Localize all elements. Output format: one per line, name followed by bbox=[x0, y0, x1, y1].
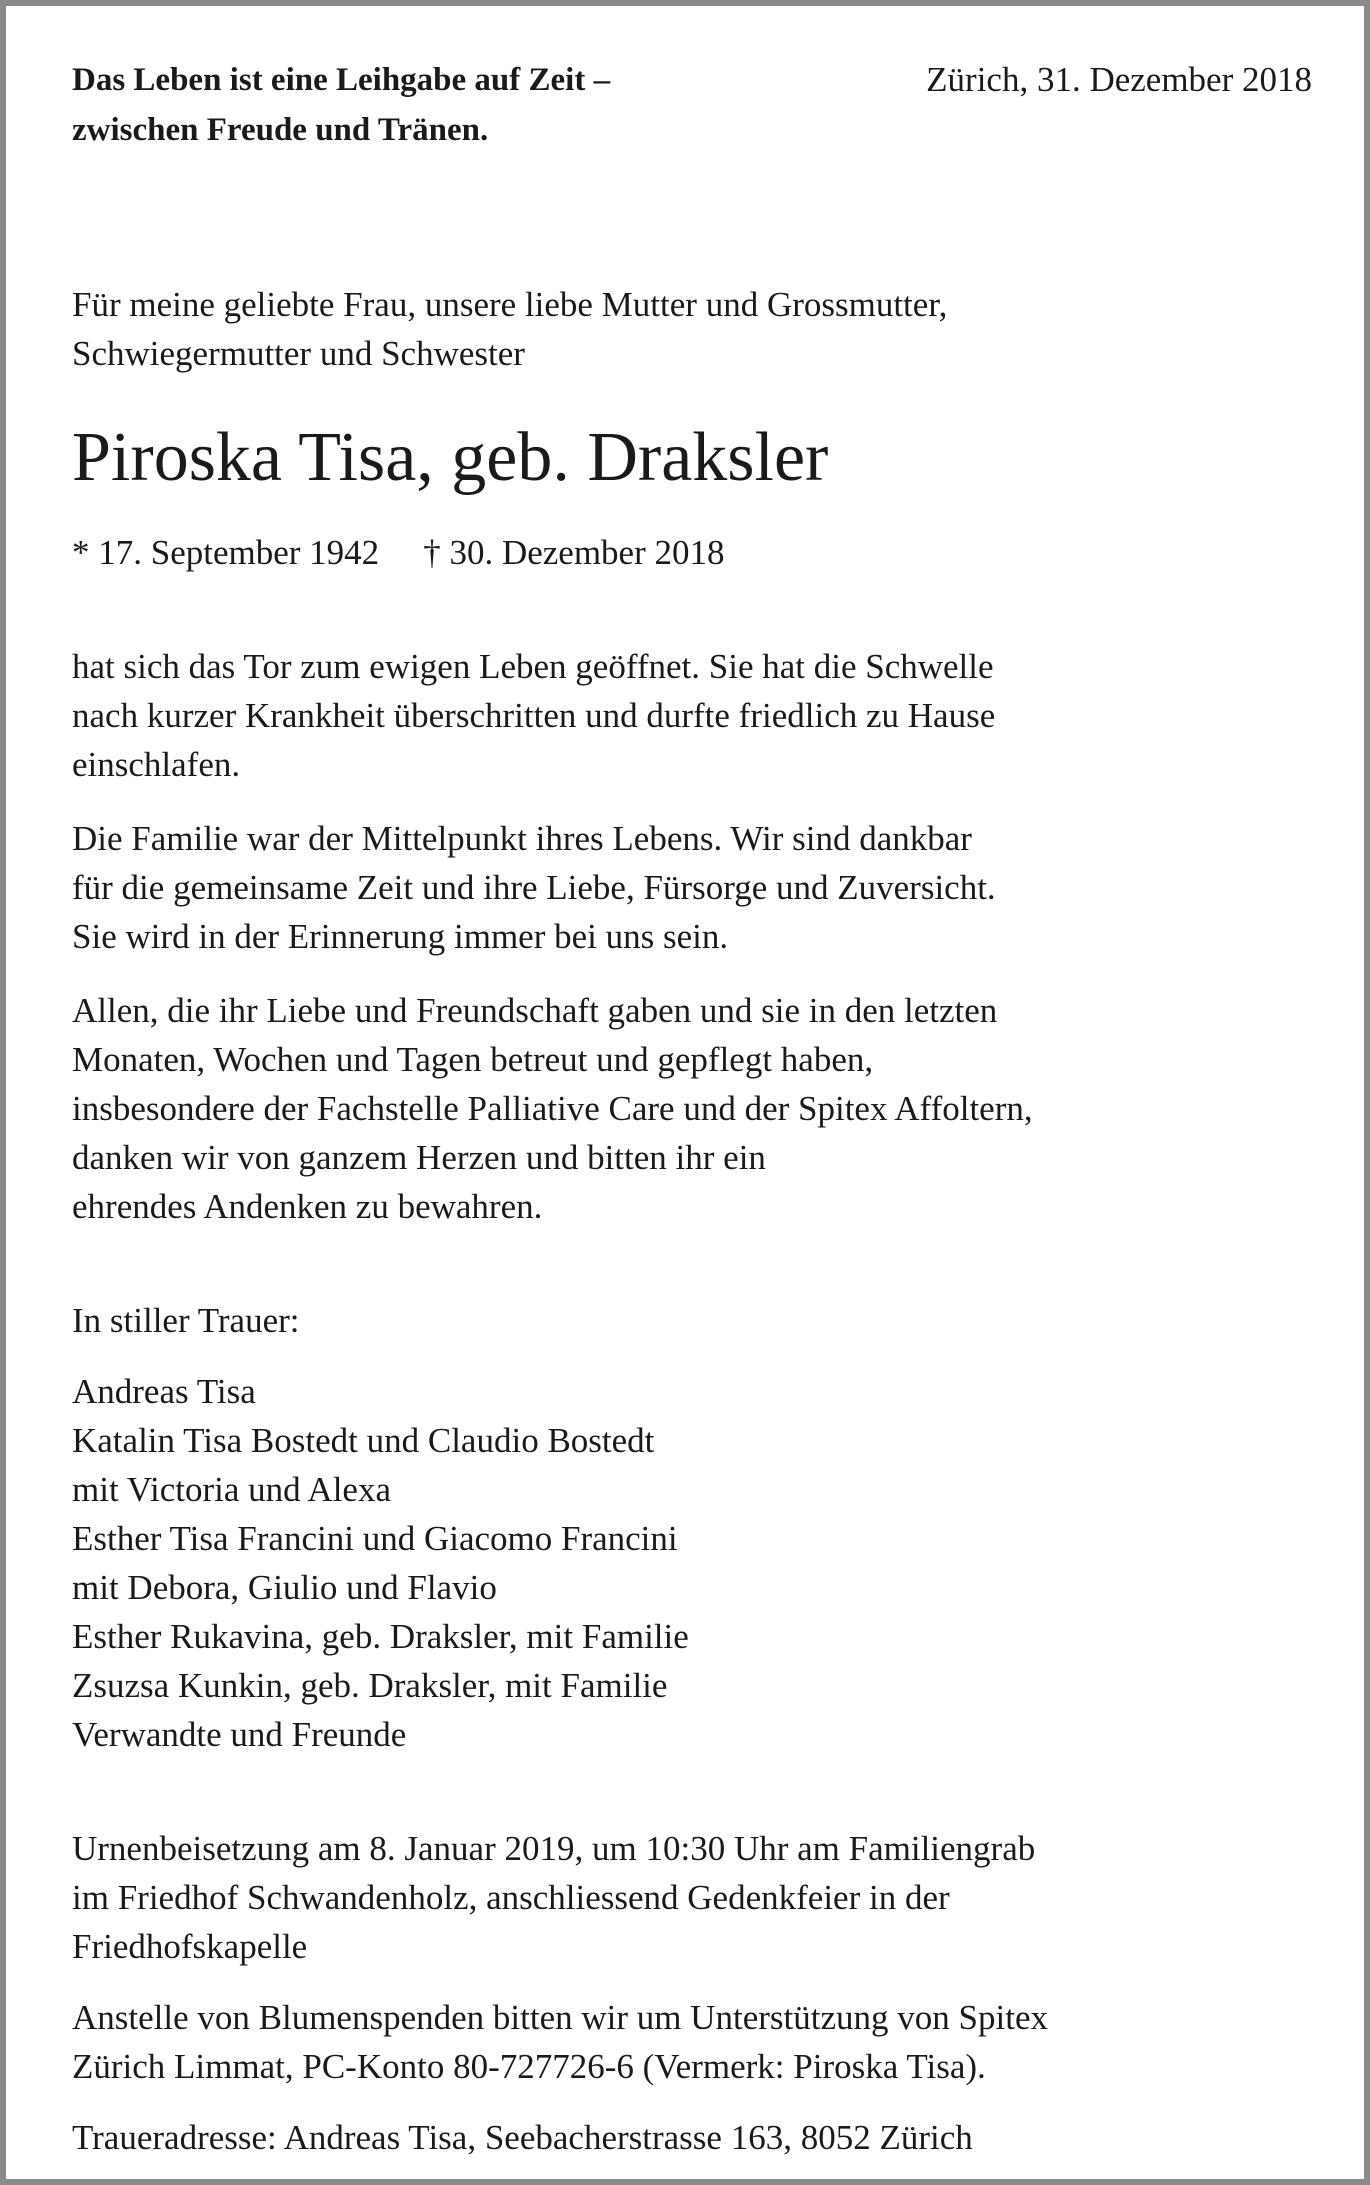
paragraph-line: Allen, die ihr Liebe und Freundschaft gaben und sie in den letzten bbox=[72, 991, 998, 1030]
paragraph-family bbox=[72, 814, 1312, 961]
notice-header bbox=[72, 55, 1312, 165]
dedication-line: Für meine geliebte Frau, unsere liebe Mutter und Grossmutter, bbox=[72, 285, 948, 324]
donation-line: Zürich Limmat, PC-Konto 80-727726-6 (Vermerk: Piroska Tisa). bbox=[72, 2047, 986, 2086]
mourning-address: Traueradresse: Andreas Tisa, Seebacherstrasse 163, 8052 Zürich bbox=[72, 2118, 973, 2157]
paragraph-line: insbesondere der Fachstelle Palliative Care und der Spitex Affoltern, bbox=[72, 1089, 1033, 1128]
death-date: † 30. Dezember 2018 bbox=[423, 533, 725, 572]
paragraph-line: ehrendes Andenken zu bewahren. bbox=[72, 1187, 543, 1226]
mourner-entry: mit Victoria und Alexa bbox=[72, 1470, 391, 1509]
mourner-entry: Esther Tisa Francini und Giacomo Francini bbox=[72, 1519, 678, 1558]
paragraph-line: einschlafen. bbox=[72, 745, 241, 784]
paragraph-line: Monaten, Wochen und Tagen betreut und gepflegt haben, bbox=[72, 1040, 874, 1079]
mourner-entry: Katalin Tisa Bostedt und Claudio Bostedt bbox=[72, 1421, 655, 1460]
paragraph-passing bbox=[72, 642, 1312, 789]
mourning-label: In stiller Trauer: bbox=[72, 1301, 300, 1340]
motto-line: zwischen Freude und Tränen. bbox=[72, 112, 489, 148]
donation-info bbox=[72, 1993, 1312, 2091]
burial-info bbox=[72, 1824, 1312, 1971]
mourner-entry: Verwandte und Freunde bbox=[72, 1715, 407, 1754]
life-dates bbox=[72, 528, 1312, 577]
paragraph-line: Die Familie war der Mittelpunkt ihres Lebens. Wir sind dankbar bbox=[72, 819, 972, 858]
paragraph-line: für die gemeinsame Zeit und ihre Liebe, Fürsorge und Zuversicht. bbox=[72, 868, 996, 907]
birth-date: * 17. September 1942 bbox=[72, 533, 380, 572]
paragraph-thanks bbox=[72, 986, 1312, 1231]
mourners-list bbox=[72, 1367, 1312, 1759]
paragraph-line: danken wir von ganzem Herzen und bitten ihr ein bbox=[72, 1138, 766, 1177]
mourner-entry: Andreas Tisa bbox=[72, 1372, 256, 1411]
dedication-line: Schwiegermutter und Schwester bbox=[72, 334, 525, 373]
motto-line: Das Leben ist eine Leihgabe auf Zeit – bbox=[72, 62, 611, 98]
burial-line: Friedhofskapelle bbox=[72, 1927, 308, 1966]
place-date: Zürich, 31. Dezember 2018 bbox=[926, 60, 1312, 99]
burial-line: im Friedhof Schwandenholz, anschliessend Gedenkfeier in der bbox=[72, 1878, 950, 1917]
paragraph-line: Sie wird in der Erinnerung immer bei uns sein. bbox=[72, 917, 729, 956]
paragraph-line: hat sich das Tor zum ewigen Leben geöffnet. Sie hat die Schwelle bbox=[72, 647, 994, 686]
dedication bbox=[72, 280, 1312, 378]
deceased-name: Piroska Tisa, geb. Draksler bbox=[72, 419, 829, 496]
obituary-notice bbox=[72, 55, 1312, 2162]
mourner-entry: mit Debora, Giulio und Flavio bbox=[72, 1568, 497, 1607]
donation-line: Anstelle von Blumenspenden bitten wir um Unterstützung von Spitex bbox=[72, 1998, 1048, 2037]
paragraph-line: nach kurzer Krankheit überschritten und durfte friedlich zu Hause bbox=[72, 696, 996, 735]
mourner-entry: Zsuzsa Kunkin, geb. Draksler, mit Familie bbox=[72, 1666, 668, 1705]
mourner-entry: Esther Rukavina, geb. Draksler, mit Familie bbox=[72, 1617, 689, 1656]
burial-line: Urnenbeisetzung am 8. Januar 2019, um 10:30 Uhr am Familiengrab bbox=[72, 1829, 1036, 1868]
